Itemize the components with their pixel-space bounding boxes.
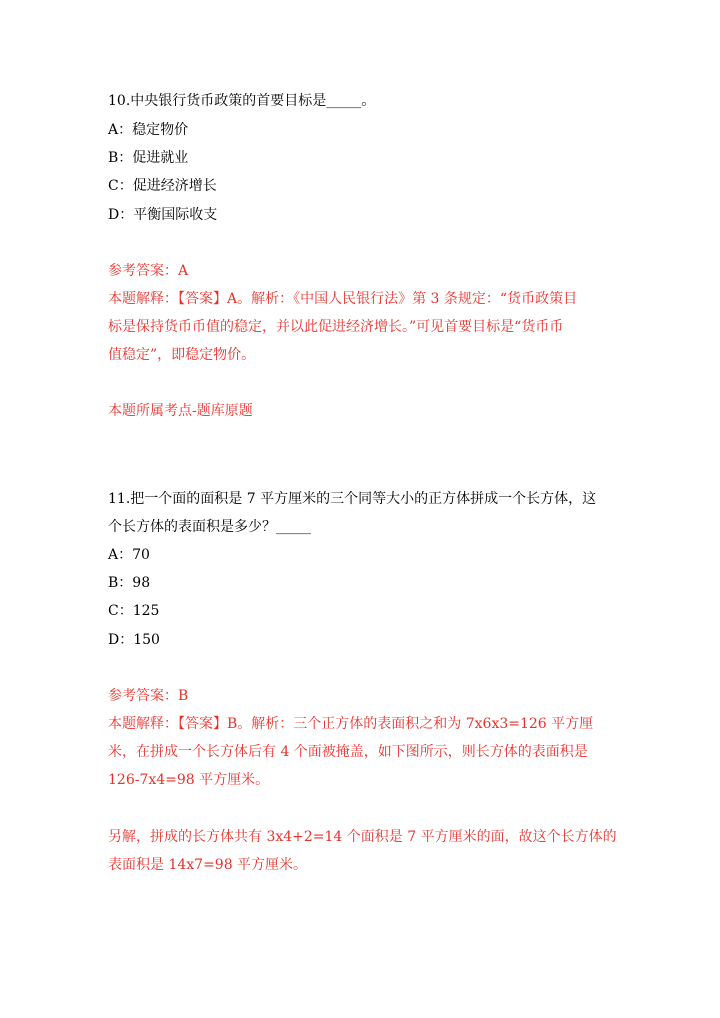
q11-answer: 参考答案：B <box>108 688 189 704</box>
q11-question-line-1: 11.把一个面的面积是 7 平方厘米的三个同等大小的正方体拼成一个长方体，这 <box>108 491 597 507</box>
q11-option-c: C：125 <box>108 603 160 619</box>
q10-option-a: A：稳定物价 <box>108 122 189 138</box>
q11-alternate-line-1: 另解，拼成的长方体共有 3x4+2=14 个面积是 7 平方厘米的面，故这个长方体的 <box>108 829 617 845</box>
q10-option-b: B：促进就业 <box>108 150 189 166</box>
q11-explanation-line-3: 126-7x4=98 平方厘米。 <box>108 772 270 788</box>
q11-option-b: B：98 <box>108 575 151 591</box>
q10-question: 10.中央银行货币政策的首要目标是_____。 <box>108 93 376 109</box>
q11-question-line-2: 个长方体的表面积是多少？_____ <box>108 519 311 535</box>
q10-explanation-line-1: 本题解释：【答案】A。解析：《中国人民银行法》第 3 条规定：“货币政策目 <box>108 291 578 307</box>
q10-option-d: D：平衡国际收支 <box>108 207 218 223</box>
q10-explanation-line-3: 值稳定”，即稳定物价。 <box>108 347 256 363</box>
q10-answer: 参考答案：A <box>108 263 189 279</box>
q11-explanation-line-1: 本题解释：【答案】B。解析：三个正方体的表面积之和为 7x6x3=126 平方厘 <box>108 716 594 732</box>
q11-option-d: D：150 <box>108 632 160 648</box>
q11-option-a: A：70 <box>108 547 150 563</box>
q10-source: 本题所属考点-题库原题 <box>108 403 253 419</box>
q11-explanation-line-2: 米，在拼成一个长方体后有 4 个面被掩盖，如下图所示，则长方体的表面积是 <box>108 744 588 760</box>
q10-explanation-line-2: 标是保持货币币值的稳定，并以此促进经济增长。”可见首要目标是“货币币 <box>108 319 564 335</box>
q11-alternate-line-2: 表面积是 14x7=98 平方厘米。 <box>108 857 308 873</box>
q10-option-c: C：促进经济增长 <box>108 178 217 194</box>
